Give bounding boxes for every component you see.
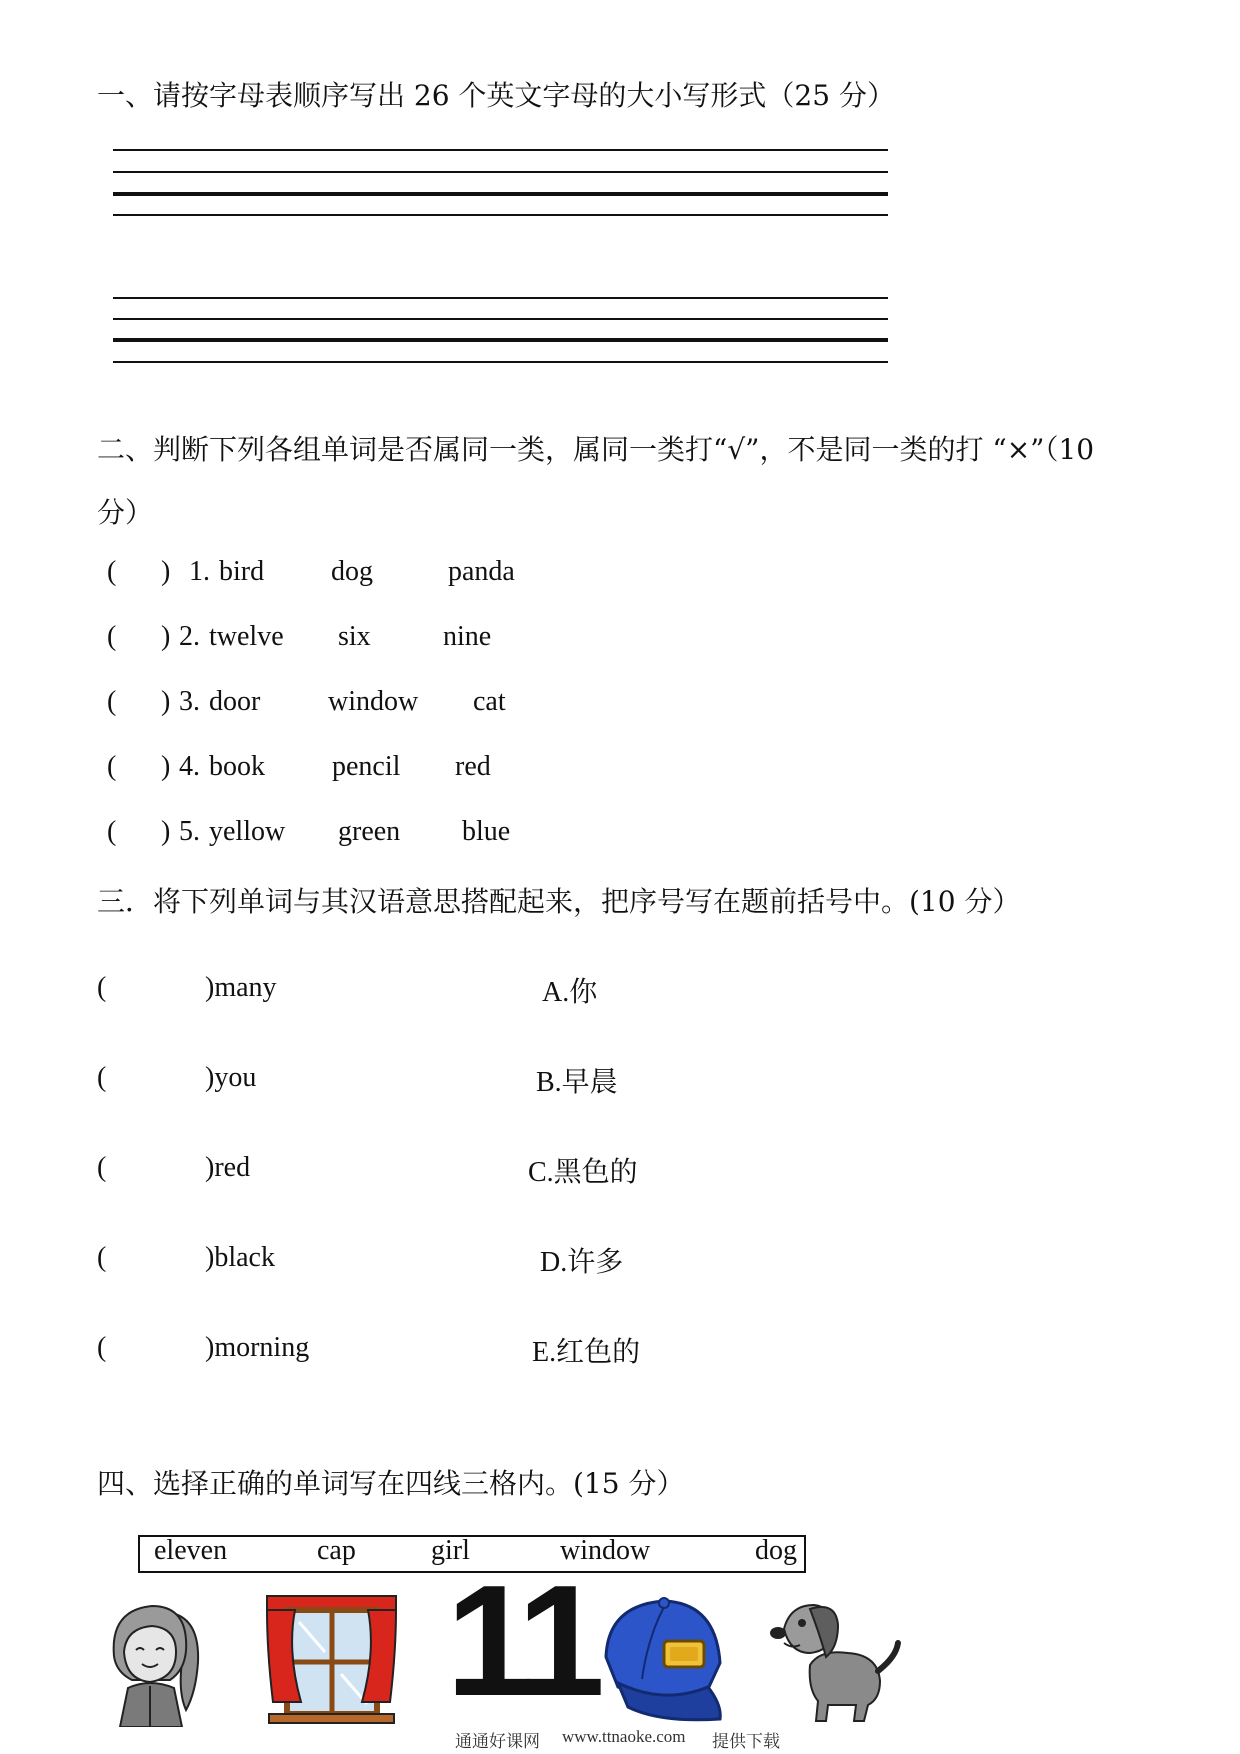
match-meaning: C.黑色的 bbox=[528, 1157, 638, 1188]
match-answer-paren[interactable]: ( bbox=[97, 1152, 107, 1183]
word-bank-word: cap bbox=[317, 1535, 356, 1566]
item-number: 4. bbox=[179, 751, 200, 782]
match-word: )morning bbox=[205, 1332, 310, 1363]
match-word: )red bbox=[205, 1152, 251, 1183]
section2-title-cont: 分） bbox=[97, 496, 154, 529]
footer-url[interactable]: www.ttnaoke.com bbox=[562, 1727, 686, 1746]
girl-picture-icon bbox=[102, 1592, 212, 1727]
answer-paren-close: ) bbox=[161, 556, 171, 587]
writing-line bbox=[113, 297, 888, 299]
writing-line bbox=[113, 149, 888, 151]
word-3: nine bbox=[443, 621, 492, 652]
section2-title: 二、判断下列各组单词是否属同一类，属同一类打“√”，不是同一类的打 “×”（10 bbox=[97, 433, 1095, 466]
match-meaning: D.许多 bbox=[540, 1247, 624, 1278]
match-answer-paren[interactable]: ( bbox=[97, 1242, 107, 1273]
section4-title: 四、选择正确的单词写在四线三格内。(15 分） bbox=[97, 1467, 685, 1500]
word-bank-word: girl bbox=[431, 1535, 470, 1566]
word-2: six bbox=[338, 621, 371, 652]
match-answer-paren[interactable]: ( bbox=[97, 972, 107, 1003]
match-answer-paren[interactable]: ( bbox=[97, 1332, 107, 1363]
item-number: 3. bbox=[179, 686, 200, 717]
word-1: book bbox=[209, 751, 265, 782]
footer-site: 通通好课网 bbox=[455, 1732, 540, 1752]
word-bank-word: eleven bbox=[154, 1535, 228, 1566]
writing-line bbox=[113, 214, 888, 216]
writing-line bbox=[113, 318, 888, 320]
word-3: cat bbox=[473, 686, 506, 717]
section1-title: 一、请按字母表顺序写出 26 个英文字母的大小写形式（25 分） bbox=[97, 79, 895, 112]
word-bank-word: dog bbox=[755, 1535, 797, 1566]
answer-paren-close: ) bbox=[161, 686, 171, 717]
word-bank-word: window bbox=[560, 1535, 651, 1566]
answer-paren-open[interactable]: ( bbox=[107, 556, 117, 587]
item-number: 1. bbox=[189, 556, 210, 587]
section3-title: 三．将下列单词与其汉语意思搭配起来，把序号写在题前括号中。(10 分） bbox=[97, 885, 1021, 918]
word-2: green bbox=[338, 816, 401, 847]
word-2: dog bbox=[331, 556, 373, 587]
word-3: panda bbox=[448, 556, 515, 587]
answer-paren-open[interactable]: ( bbox=[107, 816, 117, 847]
item-number: 5. bbox=[179, 816, 200, 847]
match-answer-paren[interactable]: ( bbox=[97, 1062, 107, 1093]
answer-paren-open[interactable]: ( bbox=[107, 621, 117, 652]
match-word: )black bbox=[205, 1242, 275, 1273]
word-3: red bbox=[455, 751, 491, 782]
match-meaning: B.早晨 bbox=[536, 1067, 618, 1098]
answer-paren-open[interactable]: ( bbox=[107, 686, 117, 717]
answer-paren-close: ) bbox=[161, 816, 171, 847]
dog-picture-icon bbox=[770, 1595, 905, 1725]
word-1: bird bbox=[219, 556, 265, 587]
answer-paren-close: ) bbox=[161, 751, 171, 782]
writing-line bbox=[113, 171, 888, 173]
footer-tail: 提供下载 bbox=[712, 1732, 780, 1752]
match-meaning: E.红色的 bbox=[532, 1337, 641, 1368]
window-picture-icon bbox=[265, 1592, 398, 1725]
word-2: window bbox=[328, 686, 419, 717]
word-1: yellow bbox=[209, 816, 286, 847]
eleven-number-picture: 11 bbox=[446, 1553, 598, 1729]
item-number: 2. bbox=[179, 621, 200, 652]
word-2: pencil bbox=[332, 751, 401, 782]
answer-paren-open[interactable]: ( bbox=[107, 751, 117, 782]
answer-paren-close: ) bbox=[161, 621, 171, 652]
writing-line bbox=[113, 192, 888, 196]
word-3: blue bbox=[462, 816, 511, 847]
cap-picture-icon bbox=[598, 1597, 728, 1722]
writing-line bbox=[113, 361, 888, 363]
word-1: twelve bbox=[209, 621, 284, 652]
match-word: )many bbox=[205, 972, 277, 1003]
match-word: )you bbox=[205, 1062, 257, 1093]
word-1: door bbox=[209, 686, 261, 717]
writing-line bbox=[113, 338, 888, 342]
match-meaning: A.你 bbox=[542, 977, 598, 1008]
